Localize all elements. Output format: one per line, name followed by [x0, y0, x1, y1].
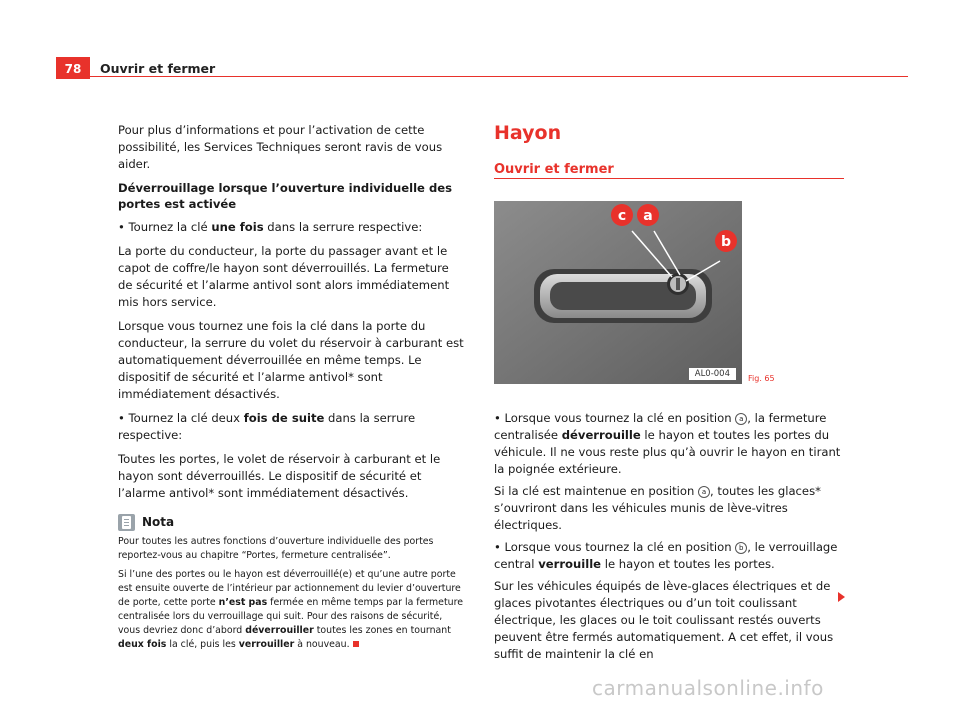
note-text: Pour toutes les autres fonctions d’ouverture individuelle des portes reportez-vous au chapitre “Portes, fermeture centralisée”. [118, 536, 434, 561]
note-icon [118, 514, 135, 531]
bullet: • Tournez la clé deux fois de suite dans la serrure respective: [118, 411, 416, 442]
note-text: Si l’une des portes ou le hayon est déverrouillé(e) et qu’une autre porte est ensuite ouverte de l’intérieur par actionnement du levier d’ouverture de porte, cette porte n’est pas fermée en même temps par la fermeture centralisée lors du verrouillage qui suit. Pour des raisons de sécurité, vous devriez donc d’abord déverrouiller toutes les zones en tournant deux fois la clé, puis les verrouiller à nouveau. [118, 569, 463, 650]
end-mark-icon [353, 641, 359, 647]
right-column-text [494, 410, 844, 668]
note-header [118, 514, 464, 531]
page-header [56, 57, 908, 79]
continue-arrow-icon [838, 592, 845, 602]
key-position-a: a [735, 413, 747, 425]
callout-a: a [643, 208, 653, 224]
header-rule [90, 76, 908, 77]
section-title: Ouvrir et fermer [100, 61, 216, 76]
chapter-title: Hayon [494, 122, 562, 144]
callout-b: b [720, 234, 732, 250]
paragraph: La porte du conducteur, la porte du passager avant et le capot de coffre/le hayon sont déverrouillés. La fermeture de sécurité et l’alarme antivol sont alors immédiatement mis hors service. [118, 244, 450, 309]
tailgate-handle-illustration [494, 201, 742, 384]
paragraph: Toutes les portes, le volet de réservoir à carburant et le hayon sont déverrouillés. Le dispositif de sécurité et l’alarme antivol* sont immédiatement désactivés. [118, 452, 441, 500]
paragraph: Sur les véhicules équipés de lève-glaces électriques et de glaces pivotantes électriques ou d’un toit coulissant électrique, les glaces ou le toit coulissant restés ouverts peuvent être fermés automatiquement. A cet effet, il vous suffit de maintenir la clé en [494, 579, 834, 661]
page-number: 78 [56, 57, 90, 79]
figure-label: Fig. 65 [748, 374, 775, 383]
paragraph: Lorsque vous tournez une fois la clé dans la porte du conducteur, la serrure du volet du réservoir à carburant est automatiquement déverrouillée en même temps. Le dispositif de sécurité et l’alarme antivol* sont immédiatement désactivés. [118, 319, 464, 401]
figure-tailgate-handle [494, 201, 742, 384]
callout-c: c [617, 208, 627, 224]
paragraph: Si la clé est maintenue en position a , toutes les glaces* s’ouvriront dans les véhicules munis de lève-vitres électriques. [494, 484, 821, 532]
bullet: • Lorsque vous tournez la clé en position b , le verrouillage central verrouille le hayon et toutes les portes. [494, 540, 838, 571]
subheading: Déverrouillage lorsque l’ouverture individuelle des portes est activée [118, 181, 453, 211]
note-title: Nota [142, 515, 175, 529]
bullet: • Lorsque vous tournez la clé en position a , la fermeture centralisée déverrouille le hayon et toutes les portes du véhicule. Il ne vous reste plus qu’à ouvrir le hayon en tirant la poignée extérieure. [494, 411, 841, 476]
subsection-title: Ouvrir et fermer [494, 162, 614, 177]
left-column [118, 122, 464, 657]
key-position-a: a [698, 486, 710, 498]
key-position-b: b [735, 542, 747, 554]
watermark: carmanualsonline.info [592, 676, 824, 700]
subsection-rule [494, 178, 844, 179]
bullet: • Tournez la clé une fois dans la serrure respective: [118, 220, 423, 234]
figure-code: AL0-004 [689, 368, 736, 380]
paragraph: Pour plus d’informations et pour l’activation de cette possibilité, les Services Techniques seront ravis de vous aider. [118, 123, 443, 171]
right-column-header [494, 120, 844, 177]
